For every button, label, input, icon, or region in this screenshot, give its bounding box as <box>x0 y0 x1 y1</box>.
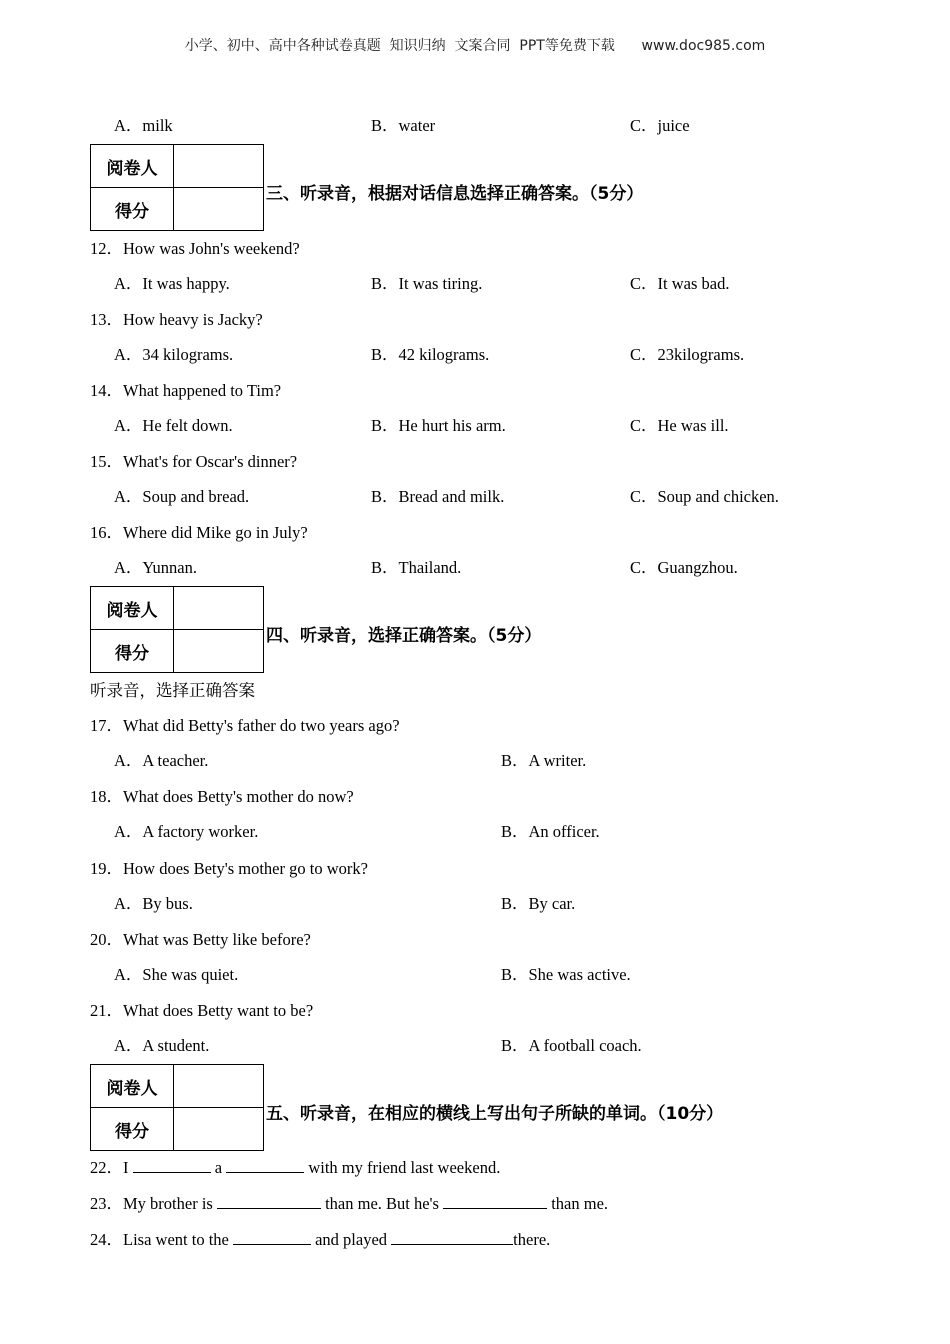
blank[interactable] <box>233 1230 311 1245</box>
option-a: A．It was happy. <box>114 274 230 293</box>
fill-blank-question <box>90 1154 500 1178</box>
grader-label: 阅卷人 <box>91 1065 174 1108</box>
section-instruction: 听录音，选择正确答案 <box>90 681 255 700</box>
blank[interactable] <box>226 1158 304 1173</box>
question-text: there. <box>513 1230 551 1249</box>
score-box <box>90 1064 264 1151</box>
option-a: A．By bus. <box>114 894 193 913</box>
option-b: B．A football coach. <box>501 1036 642 1055</box>
grader-cell[interactable] <box>174 587 264 630</box>
option-b: B．She was active. <box>501 965 631 984</box>
option-c: C．Soup and chicken. <box>630 487 779 506</box>
option-c: C．juice <box>630 116 690 135</box>
option-a: A．Soup and bread. <box>114 487 250 506</box>
question-text: 24．Lisa went to the <box>90 1230 229 1249</box>
question-text: than me. But he's <box>325 1194 439 1213</box>
blank[interactable] <box>217 1194 321 1209</box>
score-label: 得分 <box>91 1108 174 1151</box>
question: 21．What does Betty want to be? <box>90 1001 314 1020</box>
option-c: C．He was ill. <box>630 416 729 435</box>
question-text: and played <box>315 1230 388 1249</box>
option-b: B．A writer. <box>501 751 587 770</box>
page-header: 小学、初中、高中各种试卷真题 知识归纳 文案合同 PPT等免费下载 www.doc985.com <box>184 38 766 54</box>
option-a: A．milk <box>114 116 173 135</box>
blank[interactable] <box>443 1194 547 1209</box>
fill-blank-question <box>90 1190 608 1214</box>
question-text: than me. <box>551 1194 609 1213</box>
question-text: 22．I <box>90 1158 129 1177</box>
score-cell[interactable] <box>174 1108 264 1151</box>
grader-cell[interactable] <box>174 1065 264 1108</box>
question: 18．What does Betty's mother do now? <box>90 787 354 806</box>
grader-label: 阅卷人 <box>91 145 174 188</box>
section-title: 三、听录音，根据对话信息选择正确答案。（5分） <box>266 184 644 204</box>
option-c: C．It was bad. <box>630 274 730 293</box>
option-a: A．A student. <box>114 1036 210 1055</box>
option-a: A．She was quiet. <box>114 965 239 984</box>
question: 16．Where did Mike go in July? <box>90 523 308 542</box>
score-box <box>90 586 264 673</box>
question: 15．What's for Oscar's dinner? <box>90 452 298 471</box>
option-a: A．A teacher. <box>114 751 209 770</box>
option-c: C．23kilograms. <box>630 345 745 364</box>
score-cell[interactable] <box>174 630 264 673</box>
question-text: 23．My brother is <box>90 1194 213 1213</box>
option-b: B．Thailand. <box>371 558 462 577</box>
grader-cell[interactable] <box>174 145 264 188</box>
option-a: A．34 kilograms. <box>114 345 234 364</box>
blank[interactable] <box>133 1158 211 1173</box>
option-b: B．42 kilograms. <box>371 345 490 364</box>
fill-blank-question <box>90 1226 550 1250</box>
option-b: B．An officer. <box>501 822 600 841</box>
score-label: 得分 <box>91 188 174 231</box>
score-cell[interactable] <box>174 188 264 231</box>
option-a: A．A factory worker. <box>114 822 259 841</box>
option-a: A．He felt down. <box>114 416 233 435</box>
question: 12．How was John's weekend? <box>90 239 300 258</box>
blank[interactable] <box>391 1230 513 1245</box>
option-b: B．By car. <box>501 894 576 913</box>
question: 14．What happened to Tim? <box>90 381 282 400</box>
option-b: B．He hurt his arm. <box>371 416 506 435</box>
option-b: B．It was tiring. <box>371 274 483 293</box>
section-title: 四、听录音，选择正确答案。（5分） <box>266 626 542 646</box>
question: 19．How does Bety's mother go to work? <box>90 859 368 878</box>
question-text: with my friend last weekend. <box>308 1158 501 1177</box>
score-label: 得分 <box>91 630 174 673</box>
score-box <box>90 144 264 231</box>
question: 17．What did Betty's father do two years ago? <box>90 716 400 735</box>
section-title: 五、听录音，在相应的横线上写出句子所缺的单词。（10分） <box>266 1104 724 1124</box>
option-c: C．Guangzhou. <box>630 558 738 577</box>
question: 20．What was Betty like before? <box>90 930 311 949</box>
option-a: A．Yunnan. <box>114 558 197 577</box>
option-b: B．water <box>371 116 436 135</box>
grader-label: 阅卷人 <box>91 587 174 630</box>
option-b: B．Bread and milk. <box>371 487 505 506</box>
question: 13．How heavy is Jacky? <box>90 310 263 329</box>
question-text: a <box>214 1158 223 1177</box>
